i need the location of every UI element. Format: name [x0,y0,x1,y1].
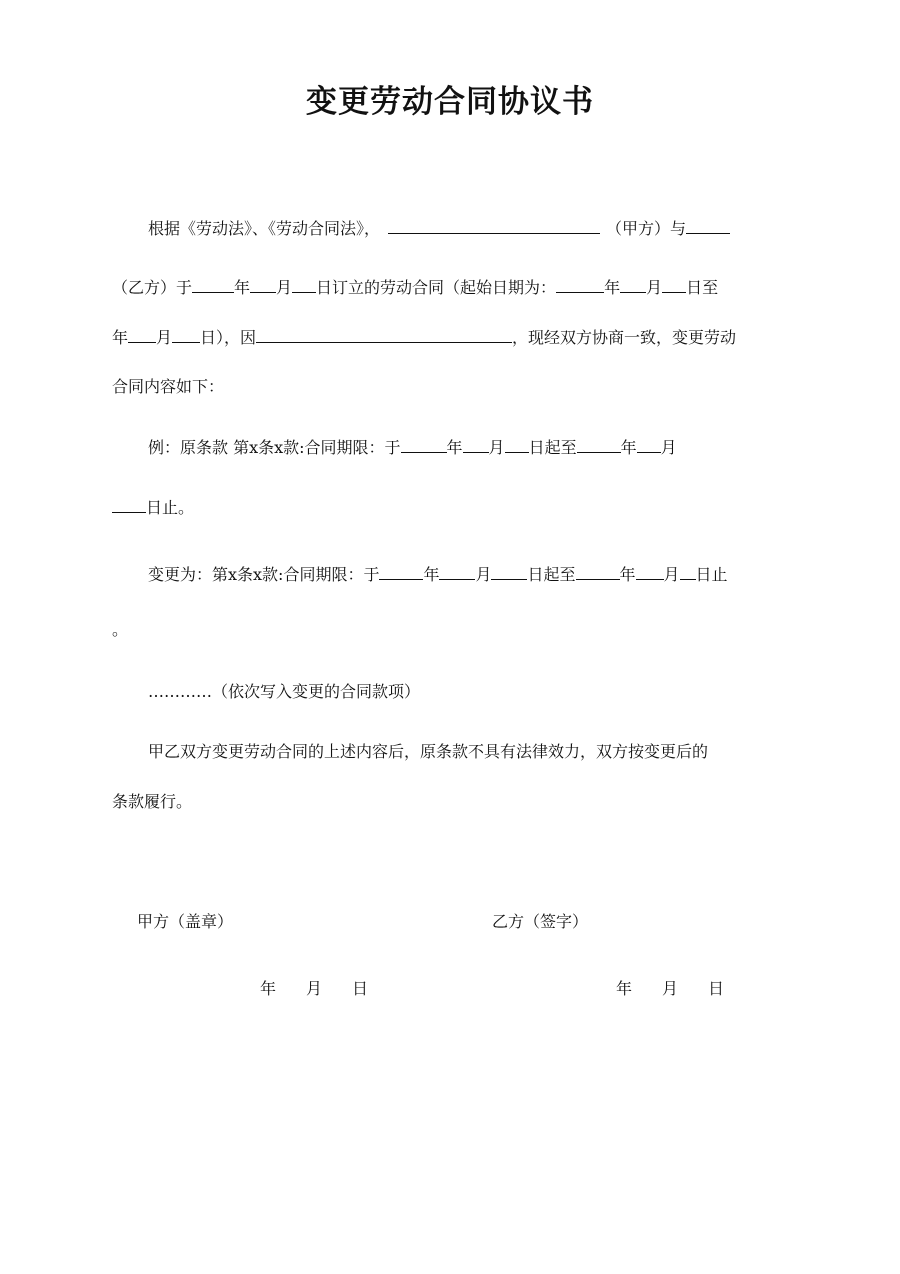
end-day-blank [172,327,200,343]
text-segment: 年 [619,565,636,584]
example-to-year-blank [577,437,621,453]
change-line-2 [112,620,128,640]
text-segment: 日起至 [527,565,576,584]
text-segment: 月 [475,565,492,584]
text-segment: 年 [604,278,621,297]
date-day-label: 日 [352,979,369,998]
text-segment: 变更为：第x条x款:合同期限：于 [148,565,380,584]
change-to-day-blank [680,564,696,580]
example-from-year-blank [401,437,447,453]
party-a-signature-label: 甲方（盖章） [137,912,234,931]
start-month-blank [620,277,646,293]
example-to-day-blank [112,497,146,513]
text-segment: 年 [234,278,251,297]
text-segment: （甲方）与 [606,219,687,238]
text-segment: （乙方）于 [112,278,193,297]
closing-line-1 [148,742,708,762]
start-day-blank [662,277,686,293]
party-b-blank [686,218,730,234]
text-segment: 。 [112,620,129,639]
sign-year-blank [192,277,234,293]
text-segment: …………（依次写入变更的合同款项） [148,682,421,701]
example-from-day-blank [505,437,529,453]
paragraph-1-line-1 [148,218,730,239]
text-segment: 日止。 [146,498,195,517]
sign-month-blank [250,277,276,293]
example-line-1 [148,437,677,458]
date-year-label: 年 [260,979,277,998]
date-month-label: 月 [662,979,679,998]
example-line-2 [112,497,194,518]
text-segment: 日），因 [200,328,257,347]
example-to-month-blank [637,437,661,453]
start-year-blank [556,277,604,293]
date-year-label: 年 [616,979,633,998]
paragraph-1-line-3 [112,327,736,348]
text-segment: 合同内容如下： [112,377,225,396]
text-segment: 条款履行。 [112,792,193,811]
change-line-1 [148,564,728,585]
text-segment: 月 [276,278,293,297]
date-month-label: 月 [306,979,323,998]
text-segment: 日订立的劳动合同（起始日期为： [316,278,557,297]
party-b-signature-label: 乙方（签字） [492,912,589,931]
party-a-date-line [260,979,368,999]
change-from-month-blank [439,564,475,580]
text-segment: 年 [423,565,440,584]
change-to-year-blank [576,564,620,580]
end-month-blank [128,327,156,343]
paragraph-1-line-2 [112,277,718,298]
note-line [148,682,420,702]
paragraph-1-line-4 [112,377,224,397]
text-segment: 日至 [686,278,719,297]
text-segment: 月 [488,438,505,457]
text-segment: 日起至 [528,438,577,457]
text-segment: 年 [620,438,637,457]
party-b-date-line [616,979,724,999]
closing-line-2 [112,792,192,812]
change-from-year-blank [379,564,423,580]
change-from-day-blank [491,564,527,580]
text-segment: 根据《劳动法》、《劳动合同法》， [148,219,381,238]
date-day-label: 日 [708,979,725,998]
text-segment: 年 [446,438,463,457]
text-segment: ，现经双方协商一致，变更劳动 [512,328,737,347]
document-title: 变更劳动合同协议书 [306,84,594,120]
example-from-month-blank [463,437,489,453]
text-segment: 日止 [695,565,728,584]
change-to-month-blank [636,564,664,580]
text-segment: 月 [663,565,680,584]
text-segment: 月 [646,278,663,297]
sign-day-blank [292,277,316,293]
party-a-blank [388,218,600,234]
text-segment: 年 [112,328,129,347]
text-segment: 月 [660,438,677,457]
text-segment: 月 [156,328,173,347]
reason-blank [256,327,512,343]
text-segment: 甲乙双方变更劳动合同的上述内容后，原条款不具有法律效力，双方按变更后的 [148,742,709,761]
text-segment: 例：原条款 第x条x款:合同期限：于 [148,438,401,457]
